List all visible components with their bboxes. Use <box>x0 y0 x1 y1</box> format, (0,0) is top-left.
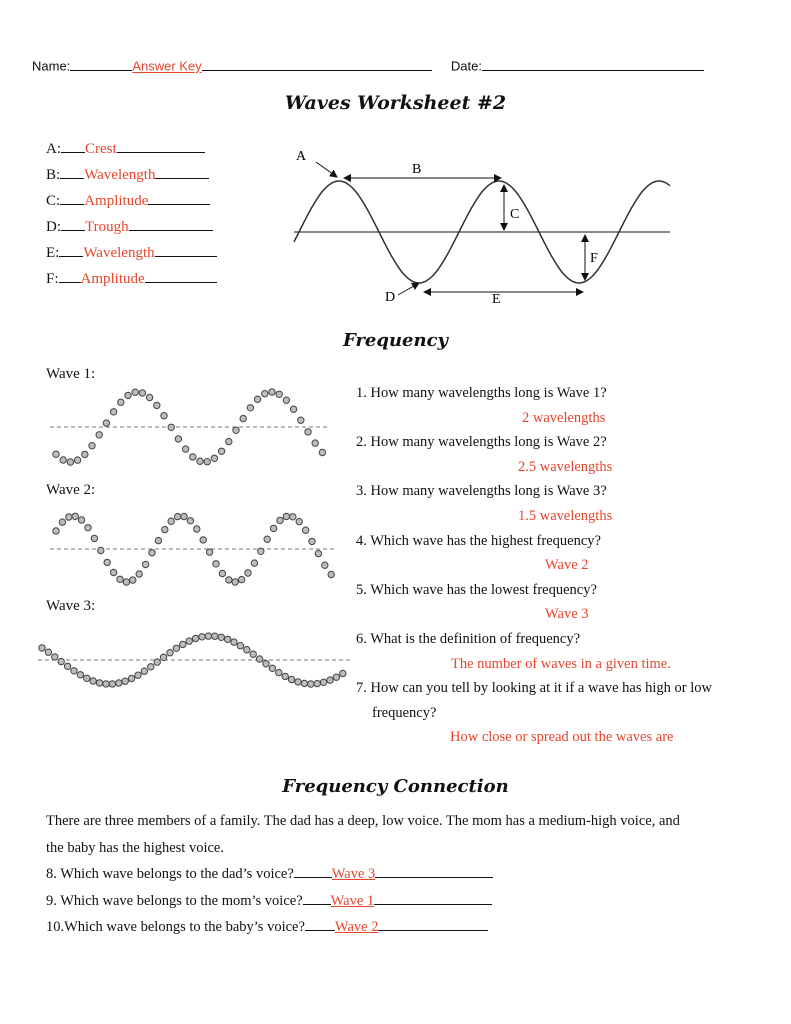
answer-row-b: B: Wavelength <box>46 162 217 188</box>
wave-dot <box>226 438 232 444</box>
wave-dot <box>312 440 318 446</box>
wave-dot <box>82 451 88 457</box>
wave-dot <box>160 654 166 660</box>
wave-dot <box>238 576 244 582</box>
wave-dot <box>167 650 173 656</box>
header-row <box>32 58 704 74</box>
question-5: 5. Which wave has the lowest frequency? <box>356 581 597 598</box>
diagram-answers <box>46 136 217 292</box>
wave-dot <box>269 665 275 671</box>
answer-row-a: A: Crest <box>46 136 217 162</box>
wave-dot <box>175 436 181 442</box>
wave-dot <box>186 638 192 644</box>
wave-dot <box>146 394 152 400</box>
wave-dot <box>301 680 307 686</box>
wave-dot <box>211 455 217 461</box>
wave-dot <box>245 570 251 576</box>
wave-dot <box>309 538 315 544</box>
wave-dot <box>197 458 203 464</box>
wave-dot <box>256 656 262 662</box>
wave-dot <box>110 409 116 415</box>
wave-dot <box>142 561 148 567</box>
wave-dot <box>135 672 141 678</box>
wave-dot <box>72 513 78 519</box>
page-title: Waves Worksheet #2 <box>284 92 507 114</box>
wave-dot <box>308 681 314 687</box>
wave-dot <box>60 457 66 463</box>
wave-dot <box>187 518 193 524</box>
wave-dot <box>45 649 51 655</box>
wave-dot <box>231 639 237 645</box>
answer-row-e: E: Wavelength <box>46 240 217 266</box>
connection-title: Frequency Connection <box>282 776 509 797</box>
wave-dot <box>123 579 129 585</box>
frequency-questions <box>356 381 712 750</box>
wave-dot <box>85 525 91 531</box>
wave-dot <box>212 633 218 639</box>
wave-dot <box>90 678 96 684</box>
wave-dot <box>258 548 264 554</box>
wave2-label: Wave 2: <box>46 482 96 498</box>
wave-dot <box>110 569 116 575</box>
name-value: Answer Key <box>132 58 202 74</box>
wave2-figure <box>50 500 340 595</box>
wave-dot <box>333 674 339 680</box>
wave-dot <box>104 559 110 565</box>
wave-dot <box>182 446 188 452</box>
question-2: 2. How many wavelengths long is Wave 2? <box>356 434 607 451</box>
wave-dot <box>290 514 296 520</box>
answer-7: How close or spread out the waves are <box>450 729 674 746</box>
wave-dot <box>84 675 90 681</box>
wave-dot <box>302 527 308 533</box>
wave3-label: Wave 3: <box>46 598 96 614</box>
wave-dot <box>128 675 134 681</box>
question-7-line2: frequency? <box>372 704 437 721</box>
wave-dot <box>247 405 253 411</box>
wave-dot <box>218 448 224 454</box>
wave-dot <box>276 669 282 675</box>
wave-dot <box>154 402 160 408</box>
wave-dot <box>64 663 70 669</box>
question-9: 9. Which wave belongs to the mom’s voice? Wave 1 <box>46 888 680 915</box>
wave-dot <box>269 389 275 395</box>
question-1: 1. How many wavelengths long is Wave 1? <box>356 385 607 401</box>
wave-dot <box>328 571 334 577</box>
date-label: Date: <box>450 58 482 74</box>
wave-dot <box>200 537 206 543</box>
wave-dot <box>288 676 294 682</box>
question-7-line1: 7. How can you tell by looking at it if a wave has high or low <box>356 680 712 697</box>
wave-dot <box>295 679 301 685</box>
intro-line-2: the baby has the highest voice. <box>46 839 224 856</box>
wave-dot <box>116 680 122 686</box>
answer-3: 1.5 wavelengths <box>518 507 613 524</box>
wave-dot <box>190 454 196 460</box>
wave-dot <box>233 427 239 433</box>
wave-dot <box>132 389 138 395</box>
wave-diagram <box>280 140 680 310</box>
wave-dot <box>262 391 268 397</box>
wave-dot <box>162 526 168 532</box>
answer-1: 2 wavelengths <box>522 409 606 426</box>
wave-dot <box>180 641 186 647</box>
label-b: B <box>412 162 422 177</box>
wave-dot <box>71 668 77 674</box>
connection-section <box>46 808 680 941</box>
question-6: 6. What is the definition of frequency? <box>356 630 581 647</box>
wave-dot <box>296 518 302 524</box>
wave-dot <box>168 424 174 430</box>
name-label: Name: <box>32 58 71 74</box>
wave-dot <box>219 570 225 576</box>
wave-dot <box>66 514 72 520</box>
wave-dot <box>320 679 326 685</box>
wave1-figure <box>50 382 335 472</box>
wave3-figure <box>38 628 353 693</box>
wave-dot <box>139 390 145 396</box>
wave-dot <box>192 635 198 641</box>
wave-dot <box>154 659 160 665</box>
wave-dot <box>224 636 230 642</box>
wave-dot <box>174 513 180 519</box>
wave-dot <box>52 654 58 660</box>
wave-dot <box>290 406 296 412</box>
question-10: 10.Which wave belongs to the baby’s voice? Wave 2 <box>46 914 680 941</box>
wave-dot <box>315 550 321 556</box>
wave-dot <box>199 634 205 640</box>
wave-dot <box>74 457 80 463</box>
arrow-a <box>316 162 337 177</box>
wave-dot <box>314 680 320 686</box>
wave-dot <box>218 634 224 640</box>
wave-dot <box>149 550 155 556</box>
wave-dot <box>141 668 147 674</box>
wave-dot <box>283 397 289 403</box>
wave-dot <box>240 415 246 421</box>
wave-dot <box>125 392 131 398</box>
wave-dot <box>251 560 257 566</box>
wave-dot <box>263 661 269 667</box>
label-c: C <box>510 207 520 222</box>
wave-dot <box>78 517 84 523</box>
wave-dot <box>98 547 104 553</box>
wave-dot <box>264 536 270 542</box>
wave-dot <box>117 576 123 582</box>
wave-dot <box>194 526 200 532</box>
wave-dot <box>254 396 260 402</box>
wave-dot <box>237 643 243 649</box>
wave-dot <box>204 459 210 465</box>
answer-row-d: D: Trough <box>46 214 217 240</box>
answer-2: 2.5 wavelengths <box>518 458 613 475</box>
wave-dot <box>103 420 109 426</box>
wave-dot <box>244 647 250 653</box>
answer-5: Wave 3 <box>545 606 589 623</box>
wave-dot <box>67 459 73 465</box>
wave-dot <box>327 677 333 683</box>
wave-dot <box>181 513 187 519</box>
wave1-label: Wave 1: <box>46 366 96 382</box>
question-3: 3. How many wavelengths long is Wave 3? <box>356 483 607 500</box>
question-4: 4. Which wave has the highest frequency? <box>356 532 601 549</box>
wave-dot <box>298 417 304 423</box>
wave-dot <box>270 525 276 531</box>
wave-dot <box>305 429 311 435</box>
wave-dot <box>109 681 115 687</box>
frequency-title: Frequency <box>342 330 449 351</box>
wave-dot <box>118 399 124 405</box>
label-a: A <box>296 149 307 164</box>
wave-dot <box>77 672 83 678</box>
wave-dot <box>39 645 45 651</box>
wave-dot <box>277 517 283 523</box>
wave-dot <box>282 673 288 679</box>
wave-dot <box>205 633 211 639</box>
wave-dot <box>91 535 97 541</box>
wave-dot <box>168 518 174 524</box>
wave-dot <box>276 391 282 397</box>
wave-dot <box>53 451 59 457</box>
wave-dot <box>213 561 219 567</box>
wave-dot <box>148 664 154 670</box>
wave-dot <box>136 571 142 577</box>
question-8: 8. Which wave belongs to the dad’s voice? Wave 3 <box>46 861 680 888</box>
wave-dot <box>340 670 346 676</box>
intro-line-1: There are three members of a family. The dad has a deep, low voice. The mom has a medium-high voice, and <box>46 813 680 829</box>
wave-dot <box>173 645 179 651</box>
wave-dot <box>59 519 65 525</box>
label-f: F <box>590 251 598 266</box>
wave-dot <box>89 443 95 449</box>
label-e: E <box>492 292 501 307</box>
answer-6: The number of waves in a given time. <box>451 655 671 672</box>
wave-dot <box>161 413 167 419</box>
wave-dot <box>103 681 109 687</box>
wave-dot <box>232 579 238 585</box>
answer-4: Wave 2 <box>545 557 589 574</box>
wave-dot <box>155 537 161 543</box>
wave-dot <box>96 680 102 686</box>
wave-dot <box>130 577 136 583</box>
wave-dot <box>53 528 59 534</box>
wave-dot <box>226 577 232 583</box>
answer-row-f: F: Amplitude <box>46 266 217 292</box>
wave-dot <box>122 678 128 684</box>
label-d: D <box>385 290 396 305</box>
wave-dot <box>250 651 256 657</box>
arrow-d <box>398 283 419 295</box>
wave-dot <box>96 432 102 438</box>
wave-dot <box>319 449 325 455</box>
wave-dot <box>322 562 328 568</box>
wave-dot <box>58 658 64 664</box>
wave-dot <box>206 549 212 555</box>
wave-dot <box>283 513 289 519</box>
answer-row-c: C: Amplitude <box>46 188 217 214</box>
